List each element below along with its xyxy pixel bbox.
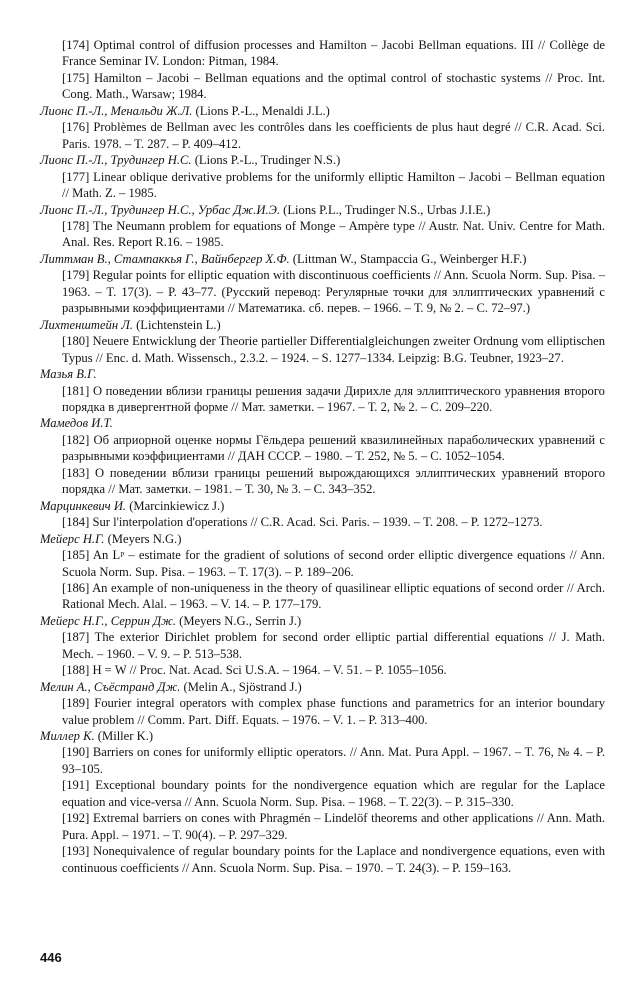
author-heading	[40, 103, 605, 119]
author-name-ru: Мейерс Н.Г., Серрин Дж.	[40, 613, 176, 628]
reference-text: The Neumann problem for equations of Monge – Ampère type // Austr. Nat. Univ. Centre for Math. Anal. Res. Report R.16. – 1985.	[62, 218, 605, 250]
reference-number: [174]	[62, 38, 90, 52]
author-name-latin: (Lions P.-L., Trudinger N.S.)	[194, 153, 341, 168]
reference-text: H = W // Proc. Nat. Acad. Sci U.S.A. – 1964. – V. 51. – P. 1055–1056.	[92, 663, 447, 678]
reference-text: Fourier integral operators with complex phase functions and parametrics for an interior boundary value problem // Comm. Part. Diff. Equats. – 1976. – V. 1. – P. 313–400.	[62, 696, 605, 727]
author-name-ru: Лионс П.-Л., Менальди Ж.Л.	[40, 103, 193, 118]
reference-text: Об априорной оценке нормы Гёльдера решений квазилинейных параболических уравнений с разрывными коэффициентами // ДАН СССР. – 1980. – Т. 252, № 5. – С. 1052–1054.	[62, 432, 605, 464]
reference-entry	[40, 695, 605, 728]
reference-number: [190]	[62, 745, 90, 760]
author-heading	[40, 251, 605, 267]
reference-number: [189]	[62, 696, 90, 711]
reference-entry	[40, 218, 605, 251]
reference-number: [180]	[62, 334, 90, 349]
reference-entry	[40, 580, 605, 613]
author-heading	[40, 498, 605, 514]
author-name-ru: Мейерс Н.Г.	[40, 531, 105, 546]
reference-entry	[40, 169, 605, 202]
author-name-latin: (Lichtenstein L.)	[136, 317, 221, 332]
reference-entry	[40, 514, 605, 530]
author-name-latin: (Melin A., Sjöstrand J.)	[183, 679, 302, 694]
reference-text: Problèmes de Bellman avec les contrôles dans les coefficients de plus haut degré // C.R. Acad. Sci. Paris. 1978. – T. 287. – P. 409–412.	[62, 120, 606, 151]
author-heading	[40, 366, 605, 382]
reference-number: [182]	[62, 432, 90, 447]
reference-number: [186]	[62, 580, 90, 595]
author-name-ru: Литтман В., Стампаккья Г., Вайнбергер Х.Ф.	[40, 251, 290, 266]
reference-entry	[40, 810, 605, 843]
reference-number: [175]	[62, 70, 90, 85]
reference-text: Neuere Entwicklung der Theorie partieller Differentialgleichungen zweiter Ordnung vom elliptischen Typus // Enc. d. Math. Wissensch., 2.3.2. – 1924. – S. 1277–1334. Leipzig: B.G. Teubner, 1923–27.	[62, 334, 606, 365]
bibliography-page	[40, 37, 605, 876]
reference-entry	[40, 777, 605, 810]
author-heading	[40, 531, 605, 547]
page-number: 446	[40, 950, 62, 965]
reference-text: Hamilton – Jacobi – Bellman equations and the optimal control of stochastic systems // Proc. Int. Cong. Math., Warsaw; 1984.	[62, 70, 606, 102]
author-name-latin: (Marcinkiewicz J.)	[129, 498, 225, 513]
reference-entry	[40, 432, 605, 465]
reference-entry	[40, 744, 605, 777]
reference-entry	[40, 333, 605, 366]
author-name-latin: (Meyers N.G.)	[107, 531, 182, 546]
author-heading	[40, 415, 605, 431]
reference-entry	[40, 267, 605, 316]
reference-text: Linear oblique derivative problems for the uniformly elliptic Hamilton – Jacobi – Bellman equation // Math. Z. – 1985.	[62, 169, 605, 201]
author-heading	[40, 152, 605, 168]
author-name-ru: Лионс П.-Л., Трудингер Н.С.	[40, 153, 192, 168]
reference-number: [188]	[62, 663, 90, 678]
reference-entry	[40, 70, 605, 103]
author-name-ru: Марцинкевич И.	[40, 498, 127, 513]
reference-entry	[40, 383, 605, 416]
reference-text: О поведении вблизи границы решения задачи Дирихле для эллиптического уравнения второго порядка в дивергентной форме // Мат. заметки. – 1967. – Т. 2, № 2. – С. 209–220.	[62, 383, 605, 414]
reference-text: The exterior Dirichlet problem for second order elliptic partial differential equations // J. Math. Mech. – 1960. – V. 9. – P. 513–538.	[62, 630, 605, 661]
reference-text: Barriers on cones for uniformly elliptic operators. // Ann. Mat. Pura Appl. – 1967. – T. 76, № 4. – P. 93–105.	[62, 745, 605, 776]
author-name-latin: (Miller K.)	[97, 729, 154, 744]
author-name-ru: Мелин А., Съёстранд Дж.	[40, 679, 181, 694]
reference-text: Nonequivalence of regular boundary points for the Laplace and nondivergence equations, even with continuous coefficients // Ann. Scuola Norm. Sup. Pisa. – 1970. – T. 24(3). – P. 159–163.	[62, 844, 605, 875]
author-heading	[40, 202, 605, 218]
author-heading	[40, 679, 605, 695]
reference-text: Optimal control of diffusion processes and Hamilton – Jacobi Bellman equations. III // Collège de France Seminar IV. London: Pitman, 1984.	[62, 38, 605, 69]
reference-number: [192]	[62, 811, 90, 826]
reference-number: [185]	[62, 548, 90, 563]
reference-number: [183]	[62, 465, 90, 480]
reference-text: An Lᵖ – estimate for the gradient of solutions of second order elliptic divergence equations // Ann. Scuola Norm. Sup. Pisa. – 1963. – T. 17(3). – P. 189–206.	[62, 548, 605, 579]
author-name-latin: (Lions P.-L., Menaldi J.L.)	[195, 103, 330, 118]
reference-number: [177]	[62, 169, 90, 184]
reference-entry	[40, 37, 605, 70]
author-name-latin: (Meyers N.G., Serrin J.)	[179, 613, 302, 628]
author-heading	[40, 317, 605, 333]
author-name-ru: Лионс П.-Л., Трудингер Н.С., Урбас Дж.И.Э.	[40, 202, 280, 217]
reference-number: [179]	[62, 268, 90, 283]
reference-entry	[40, 662, 605, 678]
reference-text: О поведении вблизи границы решений вырождающихся эллиптических уравнений второго порядка // Мат. заметки. – 1981. – Т. 30, № 3. – С. 343–352.	[62, 465, 605, 497]
reference-number: [176]	[62, 120, 90, 135]
author-name-latin: (Lions P.L., Trudinger N.S., Urbas J.I.E.)	[283, 202, 491, 217]
reference-text: Extremal barriers on cones with Phragmén – Lindelöf theorems and other applications // Ann. Math. Pura. Appl. – 1971. – T. 90(4). – P. 297–329.	[62, 811, 605, 842]
reference-entry	[40, 547, 605, 580]
author-name-ru: Миллер К.	[40, 729, 95, 744]
reference-entry	[40, 465, 605, 498]
author-name-ru: Мамедов И.Т.	[40, 416, 113, 431]
reference-entry	[40, 629, 605, 662]
reference-entry	[40, 119, 605, 152]
author-heading	[40, 728, 605, 744]
reference-number: [193]	[62, 844, 90, 859]
reference-entry	[40, 843, 605, 876]
reference-text: Exceptional boundary points for the nondivergence equation which are regular for the Laplace equation and vice-versa // Ann. Scuola Norm. Sup. Pisa. – 1968. – T. 22(3). – P. 315–330.	[62, 778, 605, 809]
reference-text: An example of non-uniqueness in the theory of quasilinear elliptic equations of second order // Arch. Rational Mech. Alal. – 1963. – V. 14. – P. 177–179.	[62, 580, 605, 612]
reference-text: Regular points for elliptic equation with discontinuous coefficients // Ann. Scuola Norm. Sup. Pisa. – 1963. – T. 17(3). – P. 43–77. (Русский перевод: Регулярные точки для эллиптических уравнений с разрывными коэффициентами // Математика. сб. перев. – 1966. – Т. 9, № 2. – С. 72–97.)	[62, 268, 605, 316]
reference-number: [187]	[62, 630, 90, 645]
reference-number: [178]	[62, 218, 90, 233]
reference-text: Sur l'interpolation d'operations // C.R. Acad. Sci. Paris. – 1939. – T. 208. – P. 1272–1273.	[92, 515, 543, 530]
author-name-ru: Лихтенштейн Л.	[40, 317, 133, 332]
author-name-latin: (Littman W., Stampaccia G., Weinberger H.F.)	[292, 251, 527, 266]
reference-number: [184]	[62, 515, 90, 530]
reference-number: [191]	[62, 778, 90, 793]
reference-number: [181]	[62, 383, 90, 398]
author-name-ru: Мазья В.Г.	[40, 367, 97, 382]
author-heading	[40, 613, 605, 629]
